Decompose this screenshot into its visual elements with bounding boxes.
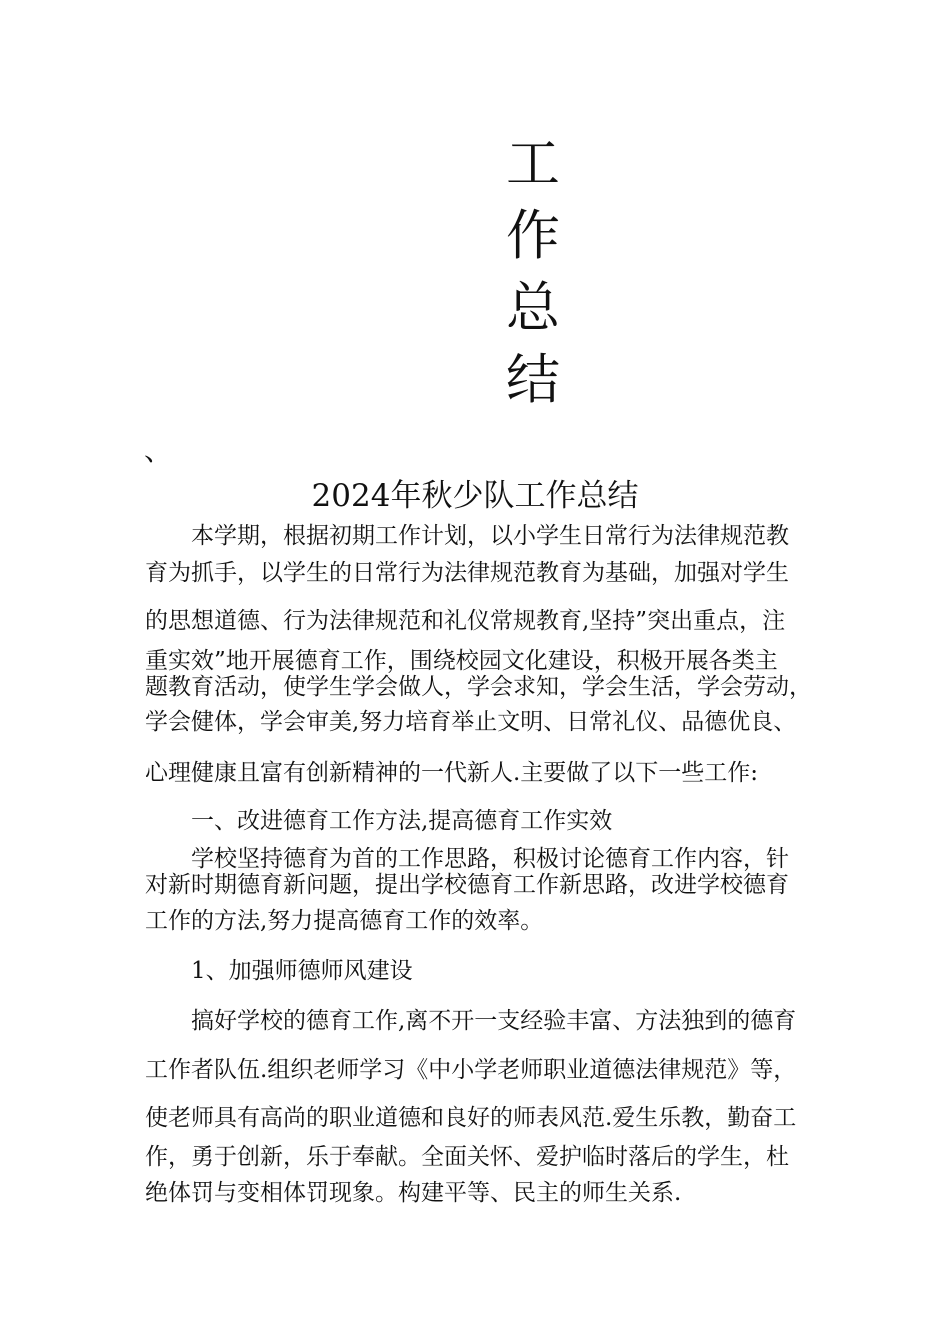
body-line: 本学期，根据初期工作计划，以小学生日常行为法律规范教 xyxy=(191,523,789,549)
body-line: 搞好学校的德育工作,离不开一支经验丰富、方法独到的德育 xyxy=(191,1008,797,1034)
body-line: 学校坚持德育为首的工作思路，积极讨论德育工作内容，针 xyxy=(191,846,789,872)
section-heading: 一、改进德育工作方法,提高德育工作实效 xyxy=(191,808,613,834)
body-line: 使老师具有高尚的职业道德和良好的师表风范.爱生乐教，勤奋工 xyxy=(145,1105,797,1131)
cover-title-char: 总 xyxy=(506,276,560,339)
cover-title-char: 作 xyxy=(506,204,560,267)
cover-title-char: 结 xyxy=(506,348,560,411)
body-line: 题教育活动，使学生学会做人，学会求知，学会生活，学会劳动， xyxy=(145,674,812,700)
body-line: 的思想道德、行为法律规范和礼仪常规教育,坚持”突出重点，注 xyxy=(145,608,786,634)
body-line: 重实效”地开展德育工作，围绕校园文化建设，积极开展各类主 xyxy=(145,648,778,674)
body-line: 心理健康且富有创新精神的一代新人.主要做了以下一些工作: xyxy=(145,760,759,786)
body-line: 工作的方法,努力提高德育工作的效率。 xyxy=(145,908,544,934)
body-line: 工作者队伍.组织老师学习《中小学老师职业道德法律规范》等， xyxy=(145,1057,797,1083)
body-line: 育为抓手，以学生的日常行为法律规范教育为基础，加强对学生 xyxy=(145,560,789,586)
body-line: 作，勇于创新，乐于奉献。全面关怀、爱护临时落后的学生，杜 xyxy=(145,1144,789,1170)
body-line: 绝体罚与变相体罚现象。构建平等、民主的师生关系. xyxy=(145,1180,682,1206)
cover-title-char: 工 xyxy=(506,132,560,195)
cover-title xyxy=(498,128,568,416)
punctuation-mark: 、 xyxy=(144,434,173,467)
body-line: 对新时期德育新问题，提出学校德育工作新思路，改进学校德育 xyxy=(145,872,789,898)
body-line: 学会健体，学会审美,努力培育举止文明、日常礼仪、品德优良、 xyxy=(145,709,797,735)
subsection-heading: 1、加强师德师风建设 xyxy=(191,958,413,984)
document-title: 2024年秋少队工作总结 xyxy=(311,478,639,514)
